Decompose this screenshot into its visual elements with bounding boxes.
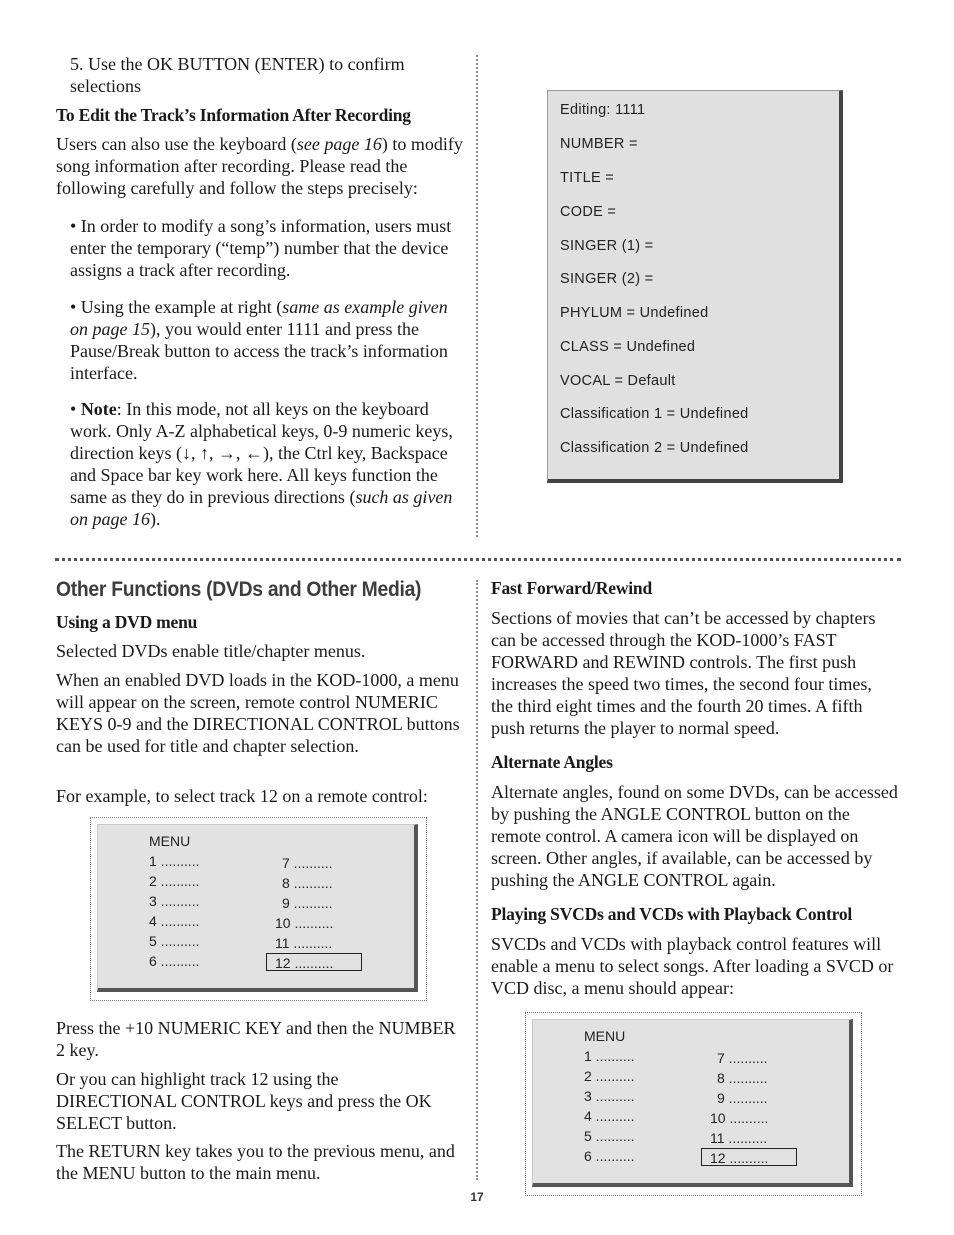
dvd-menu-panel bbox=[97, 824, 418, 992]
editing-line: CLASS = Undefined bbox=[560, 339, 696, 355]
editing-line: SINGER (2) = bbox=[560, 271, 654, 287]
menu-item: 5 .......... bbox=[584, 1128, 635, 1144]
column-divider-bottom bbox=[476, 580, 478, 1180]
svcd-menu-screen bbox=[525, 1012, 862, 1196]
menu-item: 3 .......... bbox=[149, 893, 200, 909]
menu-item: 11 .......... bbox=[275, 935, 333, 951]
dvd-paragraph-2: When an enabled DVD loads in the KOD-1000, a menu will appear on the screen, remote control NUMERIC KEYS 0-9 and the DIRECTIONAL CONTROL buttons can be used for title and chapter selection. bbox=[56, 670, 460, 756]
menu-item-selected: 12 .......... bbox=[275, 955, 334, 971]
menu-title: MENU bbox=[584, 1028, 626, 1044]
dvd-paragraph-3: For example, to select track 12 on a remote control: bbox=[56, 786, 428, 806]
step-5-text: 5. Use the OK BUTTON (ENTER) to confirm selections bbox=[70, 54, 405, 96]
edit-track-heading: To Edit the Track’s Information After Recording bbox=[56, 105, 411, 125]
page-number: 17 bbox=[470, 1190, 484, 1204]
svcd-paragraph: SVCDs and VCDs with playback control features will enable a menu to select songs. After loading a SVCD or VCD disc, a menu should appear: bbox=[491, 934, 894, 998]
menu-item: 6 .......... bbox=[584, 1148, 635, 1164]
editing-screen bbox=[547, 90, 843, 483]
menu-item: 8 .......... bbox=[717, 1070, 768, 1086]
menu-item: 3 .......... bbox=[584, 1088, 635, 1104]
section-title: Other Functions (DVDs and Other Media) bbox=[56, 578, 422, 601]
menu-item: 7 .......... bbox=[717, 1050, 768, 1066]
selection-highlight bbox=[266, 953, 362, 971]
column-divider-top bbox=[476, 55, 478, 537]
editing-line: NUMBER = bbox=[560, 136, 638, 152]
menu-title: MENU bbox=[149, 833, 191, 849]
menu-item: 10 .......... bbox=[275, 915, 334, 931]
menu-item: 2 .......... bbox=[149, 873, 200, 889]
editing-line: CODE = bbox=[560, 204, 617, 220]
menu-item: 6 .......... bbox=[149, 953, 200, 969]
bullet-example: • Using the example at right (same as example given on page 15), you would enter 1111 and press the Pause/Break button to access the track’s information interface. bbox=[70, 297, 448, 383]
dvd-paragraph-1: Selected DVDs enable title/chapter menus. bbox=[56, 641, 366, 661]
dvd-paragraph-6: The RETURN key takes you to the previous menu, and the MENU button to the main menu. bbox=[56, 1141, 455, 1183]
menu-item: 4 .......... bbox=[149, 913, 200, 929]
fast-forward-heading: Fast Forward/Rewind bbox=[491, 578, 652, 598]
menu-item-selected: 12 .......... bbox=[710, 1150, 769, 1166]
svcd-menu-panel bbox=[532, 1019, 853, 1187]
editing-line: TITLE = bbox=[560, 170, 615, 186]
dvd-menu-screen bbox=[90, 817, 427, 1001]
selection-highlight bbox=[701, 1148, 797, 1166]
editing-line: Editing: 1111 bbox=[560, 102, 646, 118]
menu-item: 11 .......... bbox=[710, 1130, 768, 1146]
section-divider bbox=[55, 558, 901, 561]
menu-item: 1 .......... bbox=[584, 1048, 635, 1064]
editing-line: Classification 1 = Undefined bbox=[560, 406, 749, 422]
menu-item: 10 .......... bbox=[710, 1110, 769, 1126]
fast-forward-paragraph: Sections of movies that can’t be accessed by chapters can be accessed through the KOD-1000’s FAST FORWARD and REWIND controls. The first push increases the speed two times, the second four times, the third eight times and the fourth 20 times. A fifth push returns the player to normal speed. bbox=[491, 608, 876, 738]
editing-line: PHYLUM = Undefined bbox=[560, 305, 709, 321]
bullet-temp-number: • In order to modify a song’s information, users must enter the temporary (“temp”) number that the device assigns a track after recording. bbox=[70, 216, 452, 280]
dvd-paragraph-5: Or you can highlight track 12 using the DIRECTIONAL CONTROL keys and press the OK SELECT button. bbox=[56, 1069, 432, 1133]
editing-line: SINGER (1) = bbox=[560, 238, 654, 254]
dvd-menu-heading: Using a DVD menu bbox=[56, 612, 198, 632]
menu-item: 4 .......... bbox=[584, 1108, 635, 1124]
bullet-note: • Note: In this mode, not all keys on the keyboard work. Only A-Z alphabetical keys, 0-9 numeric keys, direction keys (↓, ↑, →, ←), the Ctrl key, Backspace and Space bar key work here. All keys function the same as they do in previous directions (such as given on page 16). bbox=[70, 399, 453, 529]
svcd-heading: Playing SVCDs and VCDs with Playback Control bbox=[491, 904, 853, 924]
dvd-paragraph-4: Press the +10 NUMERIC KEY and then the NUMBER 2 key. bbox=[56, 1018, 456, 1060]
menu-item: 9 .......... bbox=[717, 1090, 768, 1106]
alternate-angles-heading: Alternate Angles bbox=[491, 752, 613, 772]
menu-item: 1 .......... bbox=[149, 853, 200, 869]
menu-item: 7 .......... bbox=[282, 855, 333, 871]
menu-item: 5 .......... bbox=[149, 933, 200, 949]
menu-item: 9 .......... bbox=[282, 895, 333, 911]
editing-line: VOCAL = Default bbox=[560, 373, 676, 389]
alternate-angles-paragraph: Alternate angles, found on some DVDs, can be accessed by pushing the ANGLE CONTROL button on the remote control. A camera icon will be displayed on screen. Other angles, if available, can be accessed by pushing the ANGLE CONTROL again. bbox=[491, 782, 898, 890]
editing-line: Classification 2 = Undefined bbox=[560, 440, 749, 456]
edit-intro-paragraph: Users can also use the keyboard (see page 16) to modify song information after recording. Please read the following carefully and follow the steps precisely: bbox=[56, 134, 463, 198]
menu-item: 8 .......... bbox=[282, 875, 333, 891]
menu-item: 2 .......... bbox=[584, 1068, 635, 1084]
